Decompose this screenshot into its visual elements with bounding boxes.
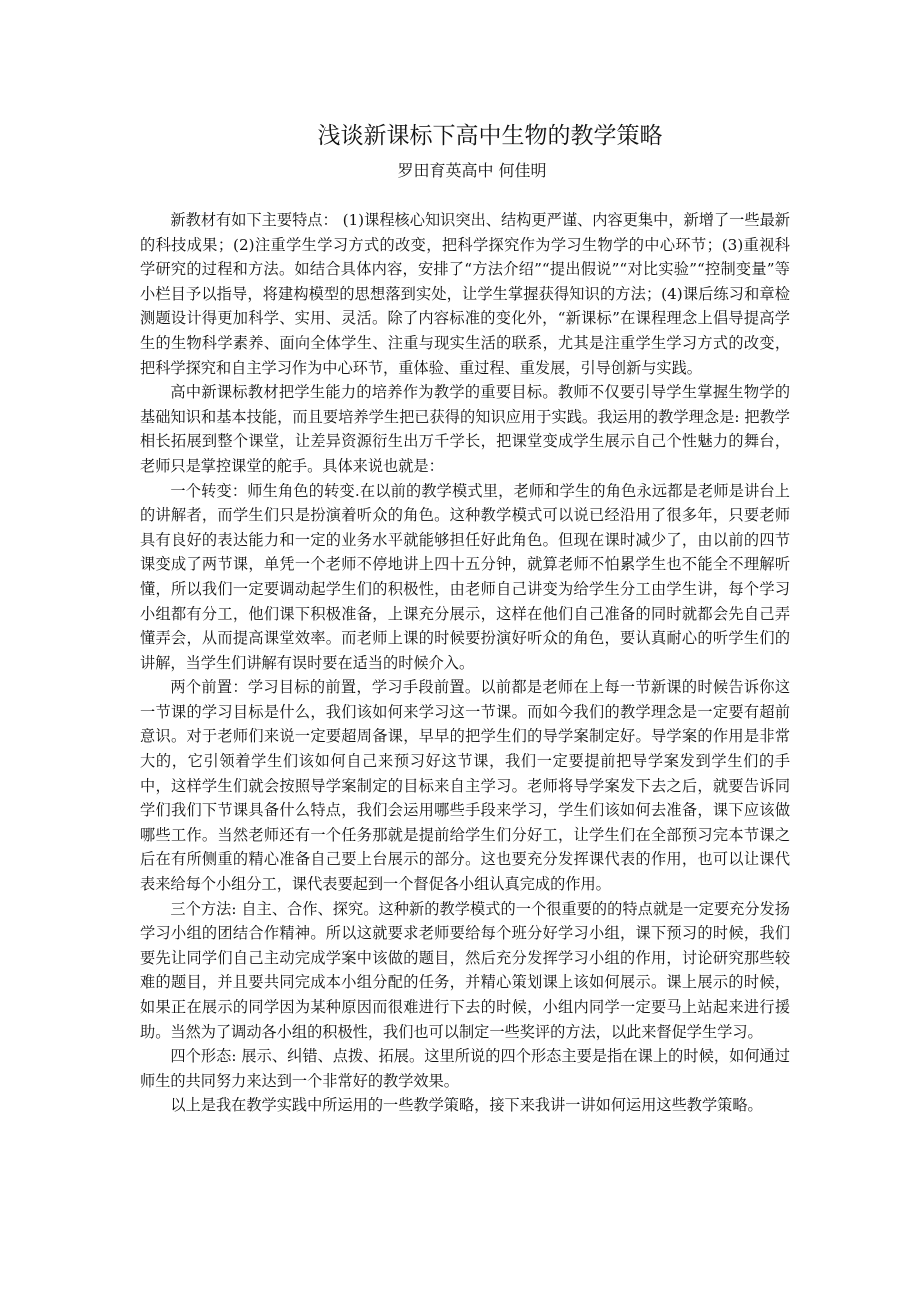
- author-line: 罗田育英高中 何佳明: [397, 161, 547, 180]
- page-title: 浅谈新课标下高中生物的教学策略: [317, 123, 663, 149]
- paragraph-four-forms: 四个形态: 展示、纠错、点拨、拓展。这里所说的四个形态主要是指在课上的时候，如何通过师生的共同努力来达到一个非常好的教学效果。: [140, 1047, 790, 1090]
- document-body: [140, 208, 790, 1118]
- paragraph-features: 新教材有如下主要特点： (1)课程核心知识突出、结构更严谨、内容更集中，新增了一些最新的科技成果；(2)注重学生学习方式的改变，把科学探究作为学习生物学的中心环节；(3)重视科学研究的过程和方法。如结合具体内容，安排了“方法介绍”“提出假说”“对比实验”“控制变量”等小栏目予以指导，将建构模型的思想落到实处，让学生掌握获得知识的方法；(4)课后练习和章检测题设计得更加科学、实用、灵活。除了内容标准的变化外，“新课标”在课程理念上倡导提高学生的生物科学素养、面向全体学生、注重与现实生活的联系，尤其是注重学生学习方式的改变，把科学探究和自主学习作为中心环节，重体验、重过程、重发展，引导创新与实践。: [140, 211, 790, 377]
- paragraph-two-preposition: 两个前置：学习目标的前置，学习手段前置。以前都是老师在上每一节新课的时候告诉你这一节课的学习目标是什么，我们该如何来学习这一节课。而如今我们的教学理念是一定要有超前意识。对于老师们来说一定要超周备课，早早的把学生们的导学案制定好。导学案的作用是非常大的，它引领着学生们该如何自己来预习好这节课，我们一定要提前把导学案发到学生们的手中，这样学生们就会按照导学案制定的目标来自主学习。老师将导学案发下去之后，就要告诉同学们我们下节课具备什么特点，我们会运用哪些手段来学习，学生们该如何去准备，课下应该做哪些工作。当然老师还有一个任务那就是提前给学生们分好工，让学生们在全部预习完本节课之后在有所侧重的精心准备自己要上台展示的部分。这也要充分发挥课代表的作用，也可以让课代表来给每个小组分工，课代表要起到一个督促各小组认真完成的作用。: [140, 678, 790, 894]
- paragraph-three-methods: 三个方法: 自主、合作、探究。这种新的教学模式的一个很重要的的特点就是一定要充分发扬学习小组的团结合作精神。所以这就要求老师要给每个班分好学习小组，课下预习的时候，我们要先让同学们自己主动完成学案中该做的题目，然后充分发挥学习小组的作用，讨论研究那些较难的题目，并且要共同完成本小组分配的任务，并精心策划课上该如何展示。课上展示的时候，如果正在展示的同学因为某种原因而很难进行下去的时候，小组内同学一定要马上站起来进行援助。当然为了调动各小组的积极性，我们也可以制定一些奖评的方法，以此来督促学生学习。: [140, 899, 790, 1041]
- paragraph-one-change: 一个转变：师生角色的转变.在以前的教学模式里，老师和学生的角色永远都是老师是讲台上的讲解者，而学生们只是扮演着听众的角色。这种教学模式可以说已经沿用了很多年，只要老师具有良好的表达能力和一定的业务水平就能够担任好此角色。但现在课时减少了，由以前的四节课变成了两节课，单凭一个老师不停地讲上四十五分钟，就算老师不怕累学生也不能全不理解听懂，所以我们一定要调动起学生们的积极性，由老师自己讲变为给学生分工由学生讲，每个学习小组都有分工，他们课下积极准备，上课充分展示，这样在他们自己准备的同时就都会先自己弄懂弄会，从而提高课堂效率。而老师上课的时候要扮演好听众的角色，要认真耐心的听学生们的讲解，当学生们讲解有误时要在适当的时候介入。: [140, 481, 790, 672]
- paragraph-conclusion: 以上是我在教学实践中所运用的一些教学策略，接下来我讲一讲如何运用这些教学策略。: [170, 1096, 763, 1115]
- paragraph-goals: 高中新课标教材把学生能力的培养作为教学的重要目标。教师不仅要引导学生掌握生物学的基础知识和基本技能，而且要培养学生把已获得的知识应用于实践。我运用的教学理念是: 把教学相长拓展到整个课堂，让差异资源衍生出万千学长，把课堂变成学生展示自己个性魅力的舞台，老师只是掌控课堂的舵手。具体来说也就是：: [140, 383, 790, 475]
